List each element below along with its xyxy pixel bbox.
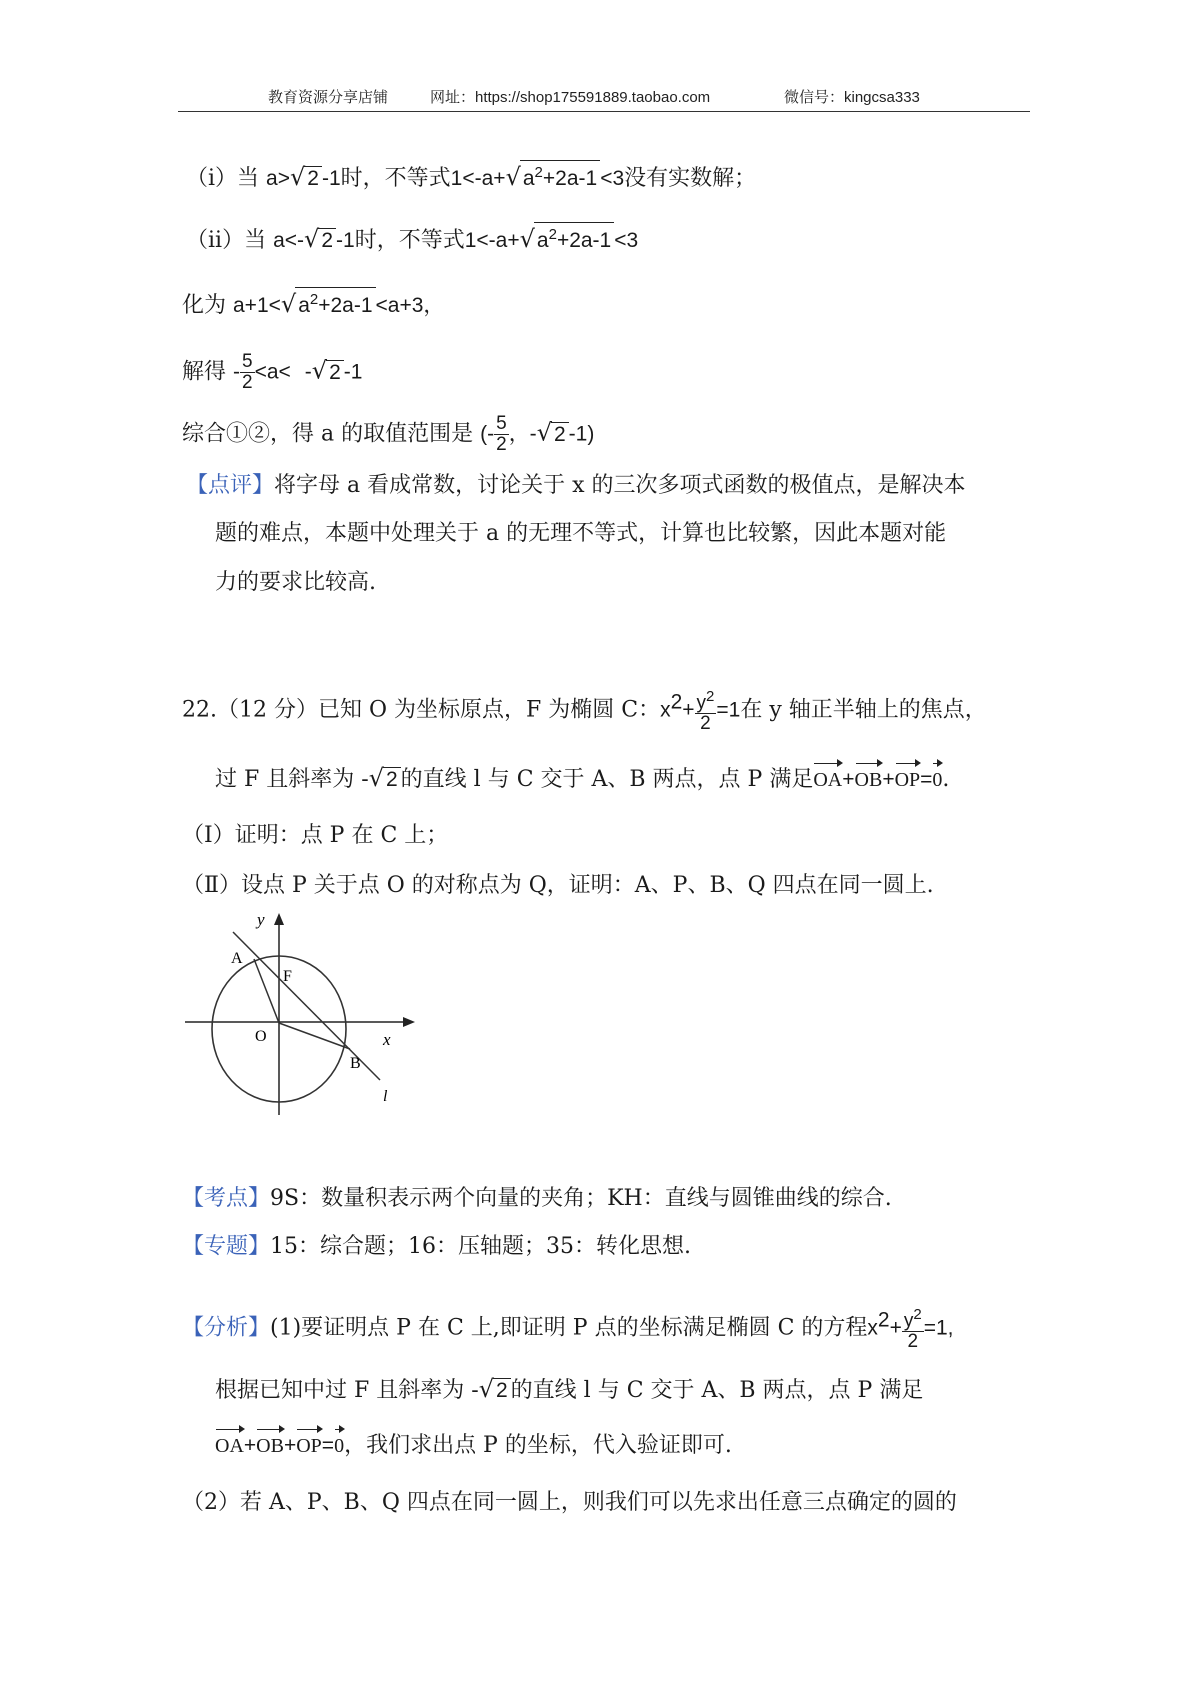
label-A: A (231, 950, 243, 967)
y-axis-arrow (274, 913, 284, 925)
wechat-id: 微信号：kingcsa333 (784, 89, 920, 106)
fraction-five-halves-2: $\frac{5}{2}$ (496, 413, 507, 455)
case-ii-line: （ii）当 a<-√2 -1时，不等式$1<-a+√a^2+2a-1 <3$ (186, 222, 638, 256)
segment-OA (254, 959, 279, 1023)
conclusion-line: 综合①②，得 a 的取值范围是 (- $\frac{5}{2}$ ，-√2 -1) (182, 413, 595, 455)
fraction-y2-over-2-b: $\frac{y^2}{2}$ (903, 1306, 922, 1353)
zhuanti-tag: 【专题】 (182, 1234, 271, 1259)
simplify-line: 化为 $a+1<√a^2+2a-1 <a+3$， (182, 287, 444, 321)
part-I: （Ⅰ）证明：点 P 在 C 上； (182, 823, 449, 848)
problem-22-line-2: 过 F 且斜率为 -√2 的直线 l 与 C 交于 A、B 两点，点 P 满足OA+OB+OP=0. (215, 763, 949, 795)
label-l: l (383, 1088, 388, 1105)
x-axis-arrow (403, 1017, 415, 1027)
label-F: F (283, 968, 292, 985)
label-x: x (383, 1030, 391, 1049)
comment-tag: 【点评】 (186, 473, 275, 498)
solve-line: 解得 - $\frac{5}{2}$ <a< -√2 -1 (182, 351, 363, 393)
problem-22-statement: 22.（12 分）已知 O 为坐标原点，F 为椭圆 C：$x^2+$ $\frac{y^2}{2}$ =1在 y 轴正半轴上的焦点， (182, 688, 987, 735)
fenxi-line-3: OA+OB+OP=0，我们求出点 P 的坐标，代入验证即可. (215, 1431, 732, 1461)
case-i-line: （i）当 a>√2 -1时，不等式$1<-a+√a^2+2a-1 <3$没有实数解； (186, 160, 756, 194)
label-B: B (350, 1055, 361, 1072)
fraction-y2-over-2: $\frac{y^2}{2}$ (696, 688, 715, 735)
label-y: y (257, 910, 265, 929)
label-O: O (255, 1028, 267, 1045)
comment-line-1: 【点评】将字母 a 看成常数，讨论关于 x 的三次多项式函数的极值点，是解决本 (186, 473, 966, 498)
fenxi-line-1: 【分析】(1)要证明点 P 在 C 上,即证明 P 点的坐标满足椭圆 C 的方程$x^2+$ $\frac{y^2}{2}$ =1, (182, 1306, 954, 1353)
segment-OB (279, 1023, 350, 1049)
ellipse-figure (185, 905, 415, 1115)
shop-name: 教育资源分享店铺 (268, 89, 389, 106)
kaodian-tag: 【考点】 (182, 1186, 271, 1211)
fenxi-line-4: （2）若 A、P、B、Q 四点在同一圆上，则我们可以先求出任意三点确定的圆的 (182, 1490, 957, 1515)
page-header (268, 86, 948, 108)
fraction-five-halves: $\frac{5}{2}$ (242, 351, 253, 393)
fenxi-tag: 【分析】 (182, 1315, 271, 1341)
kaodian-line: 【考点】9S：数量积表示两个向量的夹角；KH：直线与圆锥曲线的综合. (182, 1186, 892, 1211)
fenxi-line-2: 根据已知中过 F 且斜率为 -√2 的直线 l 与 C 交于 A、B 两点，点 P 满足 (215, 1375, 924, 1403)
comment-line-2: 题的难点，本题中处理关于 a 的无理不等式，计算也比较繁，因此本题对能 (215, 521, 947, 546)
shop-url: 网址：https://shop175591889.taobao.com (430, 89, 711, 106)
zhuanti-line: 【专题】15：综合题；16：压轴题；35：转化思想. (182, 1234, 691, 1259)
comment-line-3: 力的要求比较高. (215, 570, 376, 595)
part-II: （Ⅱ）设点 P 关于点 O 的对称点为 Q，证明：A、P、B、Q 四点在同一圆上. (182, 873, 934, 898)
header-rule (178, 111, 1030, 112)
